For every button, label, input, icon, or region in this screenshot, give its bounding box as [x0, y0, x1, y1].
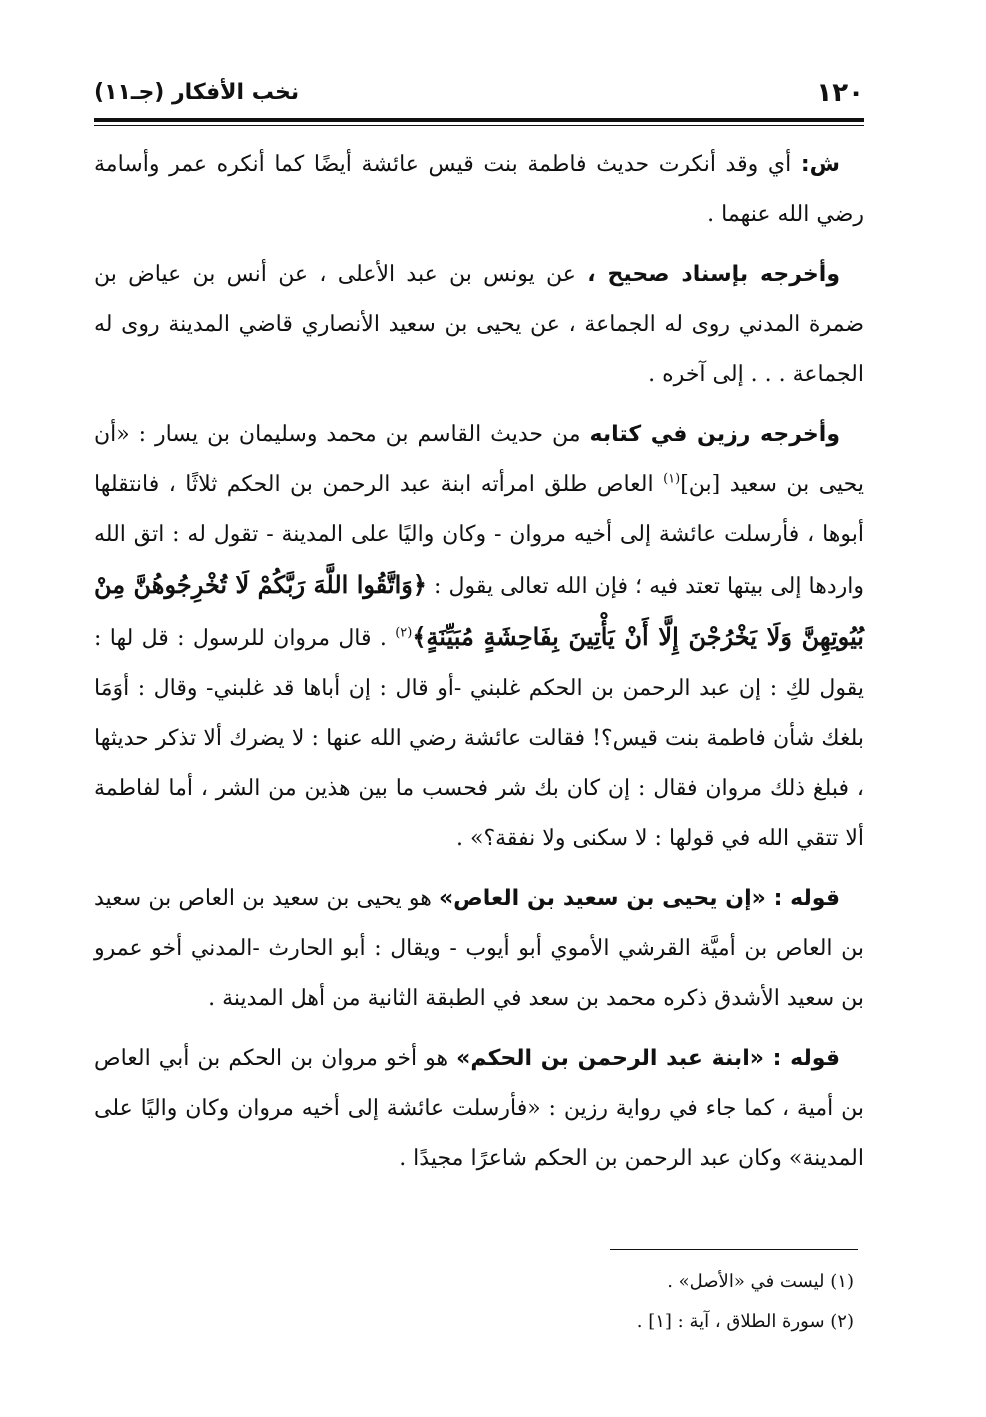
paragraph-text: أي وقد أنكرت حديث فاطمة بنت قيس عائشة أيضًا كما أنكره عمر وأسامة رضي الله عنهما .	[94, 152, 864, 227]
footnotes	[94, 1262, 854, 1342]
paragraph-yahya	[94, 874, 864, 1024]
paragraph-abdulrahman	[94, 1034, 864, 1184]
paragraph-text: من حديث القاسم بن محمد وسليمان بن يسار : «أن يحيى بن سعيد [بن]	[94, 422, 865, 497]
paragraph-commentary	[94, 140, 864, 240]
paragraph-text: هو أخو مروان بن الحكم بن أبي العاص بن أمية ، كما جاء في رواية رزين : «فأرسلت عائشة إلى أخيه مروان وكان واليًا على المدينة» وكان عبد الرحمن بن الحكم شاعرًا مجيدًا .	[94, 1046, 864, 1171]
footnote-item: (١) ليست في «الأصل» .	[667, 1271, 854, 1292]
paragraph-text: . قال مروان للرسول : قل لها : يقول لكِ : إن عبد الرحمن بن الحكم غلبني -أو قال : إن أباها قد غلبني- وقال : أوَمَا بلغك شأن فاطمة بنت قيس؟! فقالت عائشة رضي الله عنها : لا يضرك ألا تذكر حديثها ، فبلغ ذلك مروان فقال : إن كان بك شر فحسب ما بين هذين من الشر ، أما لفاطمة ألا تتقي الله في قولها : لا سكنى ولا نفقة؟» .	[94, 626, 864, 851]
main-text	[94, 140, 864, 1194]
paragraph-lead: ش:	[800, 152, 840, 177]
header-rule-thin	[94, 125, 864, 126]
footnote-ref: (٢)	[395, 625, 413, 641]
page-header	[94, 78, 864, 118]
paragraph-text: عن يونس بن عبد الأعلى ، عن أنس بن عياض بن ضمرة المدني روى له الجماعة ، عن يحيى بن سعيد الأنصاري قاضي المدينة روى له الجماعة . . . إلى آخره .	[94, 262, 864, 387]
footnote-rule	[610, 1249, 858, 1250]
paragraph-lead: وأخرجه بإسناد صحيح ،	[587, 262, 840, 287]
paragraph-isnad	[94, 250, 864, 400]
paragraph-lead: وأخرجه رزين في كتابه	[589, 422, 840, 447]
page-number: ١٢٠	[816, 78, 864, 108]
footnote-item: (٢) سورة الطلاق ، آية : [١] .	[636, 1311, 854, 1332]
footnote-ref: (١)	[663, 471, 681, 487]
paragraph-lead: قوله : «ابنة عبد الرحمن بن الحكم»	[456, 1046, 840, 1071]
paragraph-text: هو يحيى بن سعيد بن العاص بن سعيد بن العاص بن أميَّة القرشي الأموي أبو أيوب - ويقال : أبو الحارث -المدني أخو عمرو بن سعيد الأشدق ذكره محمد بن سعد في الطبقة الثانية من أهل المدينة .	[94, 886, 864, 1011]
quran-verse: ﴿وَاتَّقُوا اللَّهَ رَبَّكُمْ لَا تُخْرِجُوهُنَّ مِنْ بُيُوتِهِنَّ وَلَا يَخْرُجْنَ إِلَّا أَنْ يَأْتِينَ بِفَاحِشَةٍ مُبَيِّنَةٍ﴾	[94, 570, 864, 651]
paragraph-razin	[94, 410, 864, 864]
paragraph-text: العاص طلق امرأته ابنة عبد الرحمن بن الحكم ثلاثًا ، فانتقلها أبوها ، فأرسلت عائشة إلى أخيه مروان - وكان واليًا على المدينة - تقول له : اتق الله واردها إلى بيتها تعتد فيه ؛ فإن الله تعالى يقول :	[94, 472, 865, 599]
paragraph-lead: قوله : «إن يحيى بن سعيد بن العاص»	[438, 886, 840, 911]
header-rule	[94, 118, 864, 122]
running-title: نخب الأفكار (جـ١١)	[94, 80, 300, 105]
